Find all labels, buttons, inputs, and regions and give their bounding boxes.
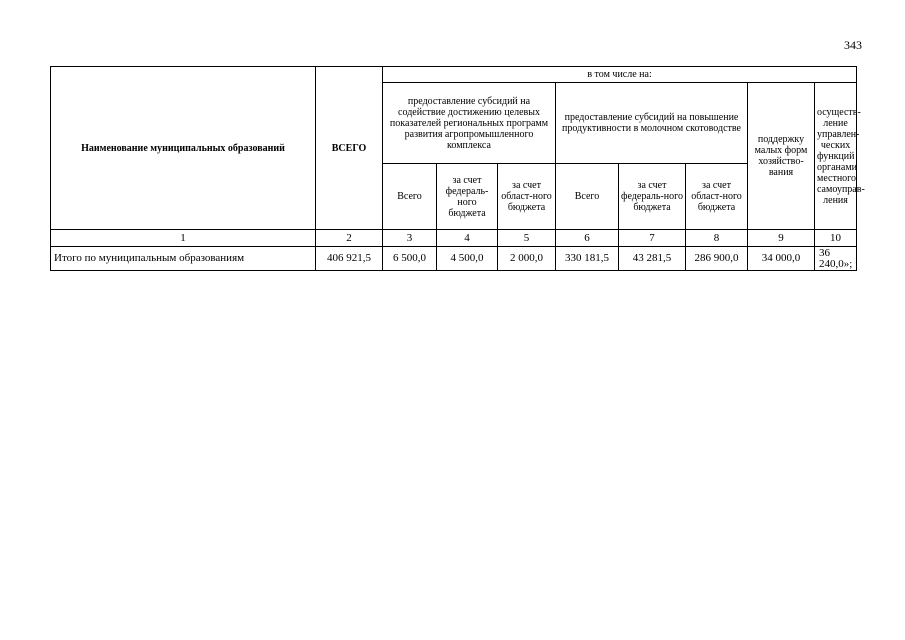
total-row-agro-federal: 4 500,0 [437,247,498,271]
header-dairy-regional: за счет област-ного бюджета [686,164,748,230]
header-agro-federal: за счет федераль-ного бюджета [437,164,498,230]
total-row [51,247,857,271]
column-number-row [51,230,857,247]
total-row-agro-regional: 2 000,0 [498,247,556,271]
column-number: 10 [815,230,857,247]
header-dairy-subsidies: предоставление субсидий на повышение продуктивности в молочном скотоводстве [556,83,748,164]
column-number: 1 [51,230,316,247]
header-total: ВСЕГО [316,67,383,230]
header-small-business-support: поддержку малых форм хозяйство-вания [748,83,815,230]
subsidy-table [50,66,865,271]
total-row-dairy-federal: 43 281,5 [619,247,686,271]
total-row-agro-total: 6 500,0 [383,247,437,271]
total-row-label: Итого по муниципальным образованиям [51,247,316,271]
column-number: 9 [748,230,815,247]
header-local-government-functions: осуществ-ление управлен-ческих функций органами местного самоуправ-ления [815,83,857,230]
header-agro-total: Всего [383,164,437,230]
total-row-total: 406 921,5 [316,247,383,271]
column-number: 6 [556,230,619,247]
total-row-local-gov-value: 36 240,0 [819,246,844,270]
header-dairy-total: Всего [556,164,619,230]
column-number: 5 [498,230,556,247]
total-row-dairy-total: 330 181,5 [556,247,619,271]
column-number: 7 [619,230,686,247]
column-number: 2 [316,230,383,247]
column-number: 8 [686,230,748,247]
total-row-local-gov [815,247,857,271]
column-number: 3 [383,230,437,247]
total-row-dairy-regional: 286 900,0 [686,247,748,271]
header-municipality-name: Наименование муниципальных образований [51,67,316,230]
page-number: 343 [844,38,862,52]
header-dairy-federal: за счет федераль-ного бюджета [619,164,686,230]
header-agro-subsidies: предоставление субсидий на содействие достижению целевых показателей региональных программ развития агропромышленного комплекса [383,83,556,164]
column-number: 4 [437,230,498,247]
header-including: в том числе на: [383,67,857,83]
total-row-local-gov-suffix: »; [843,257,853,270]
header-agro-regional: за счет област-ного бюджета [498,164,556,230]
total-row-small-business: 34 000,0 [748,247,815,271]
